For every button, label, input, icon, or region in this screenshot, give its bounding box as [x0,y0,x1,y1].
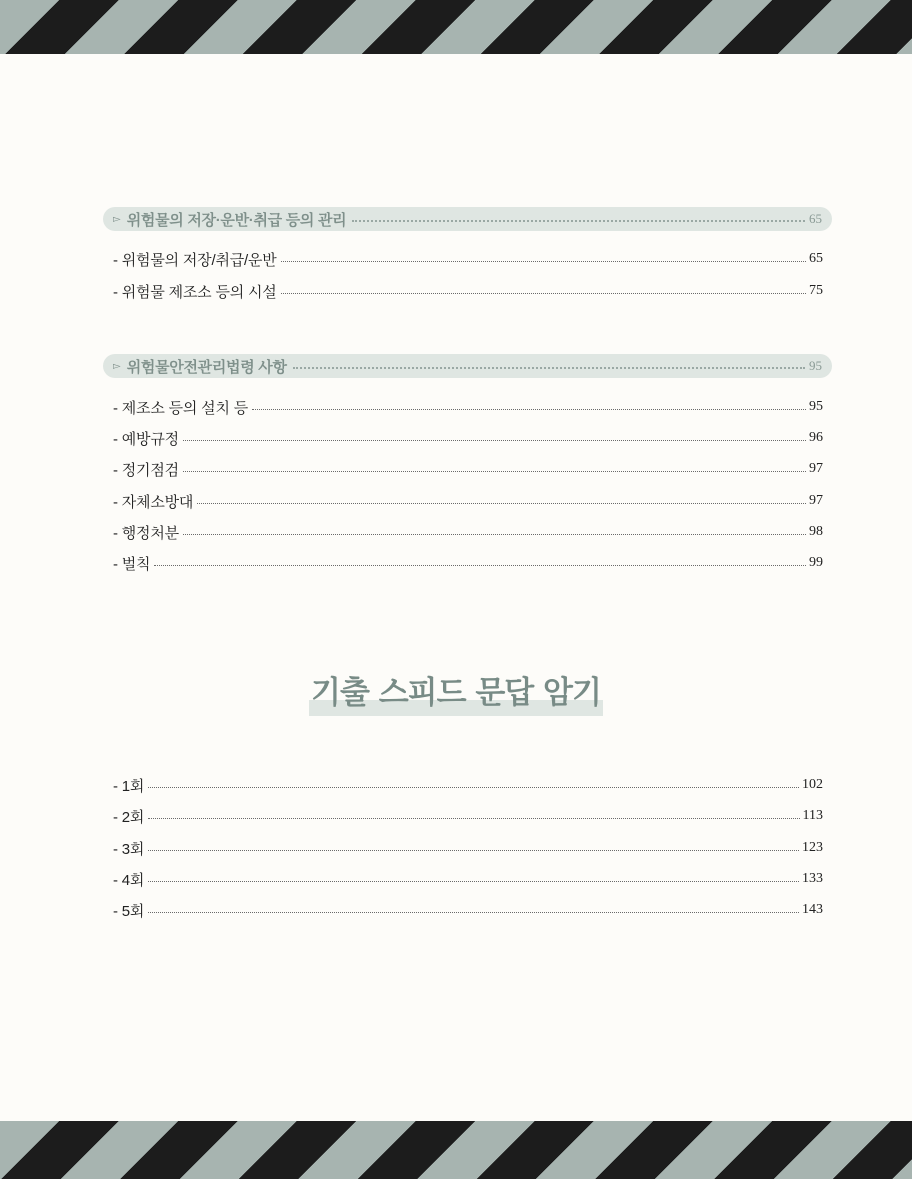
toc-item-page: 98 [809,524,823,539]
section-title: 위험물의 저장·운반·취급 등의 관리 [126,211,347,229]
toc-section-2 [103,354,832,378]
toc-item-label: - 행정처분 [113,524,179,542]
dot-leader [197,503,806,504]
toc-item[interactable] [113,553,823,573]
dot-leader [293,367,805,369]
toc-item-page: 65 [809,251,823,266]
exam-item[interactable] [113,806,823,826]
exam-title-wrapper [0,670,912,716]
dot-leader [148,850,799,851]
dot-leader [148,787,799,788]
dot-leader [252,409,806,410]
dot-leader [183,534,806,535]
toc-item-page: 97 [809,461,823,476]
exam-item-page: 113 [802,808,823,823]
toc-item-label: - 정기점검 [113,461,179,479]
toc-item-page: 95 [809,399,823,414]
exam-item-page: 123 [802,840,823,855]
toc-item[interactable] [113,249,823,269]
exam-section-title[interactable]: 기출 스피드 문답 암기 [309,670,603,716]
toc-item-page: 96 [809,430,823,445]
toc-item-label: - 자체소방대 [113,493,194,511]
exam-item-label: - 2회 [113,808,145,826]
exam-item-page: 133 [802,871,823,886]
toc-item[interactable] [113,459,823,479]
exam-item-label: - 5회 [113,902,145,920]
exam-item-page: 102 [802,777,823,792]
bottom-stripe-banner [0,1121,912,1179]
toc-item-label: - 제조소 등의 설치 등 [113,399,248,417]
section-header[interactable] [103,207,832,231]
toc-item-label: - 위험물 제조소 등의 시설 [113,283,277,301]
toc-item-label: - 벌칙 [113,555,151,573]
exam-item[interactable] [113,869,823,889]
toc-item-page: 75 [809,283,823,298]
dot-leader [148,881,799,882]
dot-leader [183,440,806,441]
exam-item-label: - 1회 [113,777,145,795]
toc-item-label: - 위험물의 저장/취급/운반 [113,251,277,269]
exam-item[interactable] [113,900,823,920]
section-header[interactable] [103,354,832,378]
dot-leader [352,220,805,222]
dot-leader [281,261,806,262]
section-page-number: 95 [809,358,822,373]
triangle-marker-icon: ▻ [113,360,121,372]
triangle-marker-icon: ▻ [113,213,121,225]
exam-item-page: 143 [802,902,823,917]
top-stripe-banner [0,0,912,54]
toc-item-page: 99 [809,555,823,570]
toc-item-page: 97 [809,493,823,508]
dot-leader [154,565,806,566]
exam-item-label: - 4회 [113,871,145,889]
dot-leader [281,293,806,294]
exam-item[interactable] [113,775,823,795]
section-page-number: 65 [809,211,822,226]
toc-item[interactable] [113,397,823,417]
toc-section-1 [103,207,832,231]
toc-item-label: - 예방규정 [113,430,179,448]
dot-leader [148,912,799,913]
toc-item[interactable] [113,428,823,448]
toc-item[interactable] [113,281,823,301]
exam-item-label: - 3회 [113,840,145,858]
dot-leader [148,818,799,819]
toc-item[interactable] [113,491,823,511]
section-title: 위험물안전관리법령 사항 [126,358,287,376]
dot-leader [183,471,806,472]
toc-item[interactable] [113,522,823,542]
exam-item[interactable] [113,838,823,858]
